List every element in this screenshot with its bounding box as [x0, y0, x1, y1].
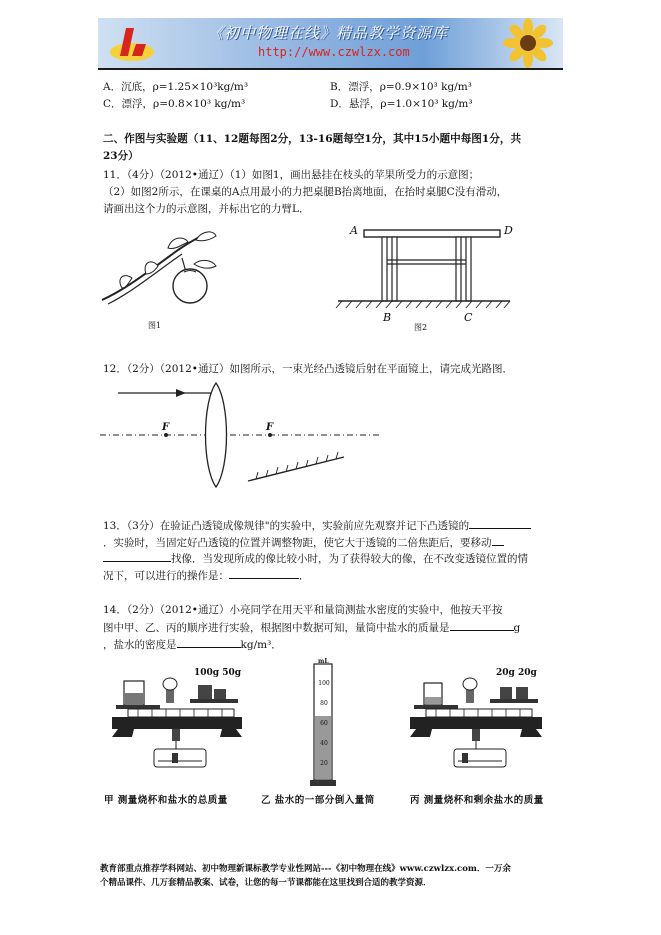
option-b: B．漂浮，ρ=0.9×10³ kg/m³ [330, 81, 472, 93]
cylinder-unit: mL [318, 658, 329, 665]
fig1-label: 图1 [148, 321, 162, 330]
apple-branch-figure [98, 228, 238, 318]
fig2-label: 图2 [414, 323, 428, 332]
q11-line2: （2）如图2所示，在课桌的A点用最小的力把桌腿B抬离地面，在抬时桌腿C没有滑动， [103, 186, 508, 198]
cylinder-tick-80: 80 [320, 700, 328, 707]
q13-line1 [103, 517, 531, 534]
desk-point-b: B [383, 311, 392, 324]
option-d: D．悬浮，ρ=1.0×10³ kg/m³ [330, 98, 473, 110]
q13-blank-2-start[interactable] [492, 534, 504, 546]
header-title: 《初中物理在线》精品教学资源库 [208, 24, 449, 42]
option-c: C．漂浮，ρ=0.8×10³ kg/m³ [103, 98, 246, 110]
weights-jia-label: 100g 50g [194, 668, 242, 678]
footer-line1: 教育部重点推荐学科网站、初中物理新课标教学专业性网站---《初中物理在线》www.czwlzx.com．一万余 [100, 864, 511, 874]
focus-right-label: F [266, 422, 274, 433]
desk-figure [330, 222, 520, 322]
weights-bing-label: 20g 20g [496, 668, 537, 678]
desk-point-d: D [504, 224, 513, 237]
q14-text3: ，盐水的密度是 [103, 639, 177, 651]
q13-blank-3[interactable] [229, 567, 299, 579]
q14-line2 [103, 619, 520, 636]
q14-blank-mass[interactable] [450, 619, 514, 631]
q13-text2: ．实验时，当固定好凸透镜的位置并调整物距，使它大于透镜的二倍焦距后，要移动 [103, 537, 492, 549]
q13-text3: 找像．当发现所成的像比较小时，为了获得较大的像，在不改变透镜位置的情 [171, 553, 528, 565]
q14-line3 [103, 636, 282, 653]
lens-figure [98, 383, 388, 493]
balance-bing-figure [410, 667, 550, 782]
q12-line1: 12．（2分）（2012•通辽）如图所示，一束光经凸透镜后射在平面镜上，请完成光路图． [103, 363, 513, 375]
sunflower-icon [488, 18, 563, 68]
cylinder-tick-20: 20 [320, 760, 328, 767]
q13-line2 [103, 534, 504, 551]
cylinder-tick-40: 40 [320, 740, 328, 747]
desk-point-c: C [464, 311, 473, 324]
header-banner [98, 18, 563, 70]
desk-point-a: A [350, 224, 358, 237]
header-url[interactable]: http://www.czwlzx.com [258, 45, 410, 59]
focus-left-label: F [162, 422, 170, 433]
q13-line4 [103, 567, 310, 584]
q13-text1: 13．（3分）在验证凸透镜成像规律"的实验中，实验前应先观察并记下凸透镜的 [103, 520, 470, 532]
footer-line2: 个精品课件、几万套精品教案、试卷，让您的每一节课都能在这里找到合适的教学资源． [100, 878, 432, 888]
q14-unit-density: kg/m³． [240, 639, 282, 651]
cylinder-tick-60: 60 [320, 720, 328, 727]
cylinder-ticks [317, 674, 331, 774]
q13-blank-1[interactable] [469, 517, 531, 529]
q14-unit-g: g [513, 622, 521, 634]
q13-text4: 况下，可以进行的操作是： [103, 570, 229, 582]
section-heading: 二、作图与实验题（11、12题每图2分，13-16题每空1分，其中15小题中每图1分，共 [103, 133, 522, 145]
option-a: A．沉底，ρ=1.25×10³kg/m³ [103, 81, 249, 93]
q13-line3 [103, 550, 528, 567]
balance-jia-figure [112, 667, 252, 782]
caption-jia: 甲 测量烧杯和盐水的总质量 [104, 795, 228, 806]
caption-yi: 乙 盐水的一部分倒入量筒 [261, 795, 375, 806]
cylinder-tick-100: 100 [318, 680, 330, 687]
section-heading-cont: 23分） [103, 150, 139, 162]
q13-blank-2[interactable] [103, 550, 171, 562]
q13-text4-end: ． [299, 570, 310, 582]
q14-blank-density[interactable] [177, 636, 241, 648]
q14-line1: 14．（2分）（2012•通辽）小亮同学在用天平和量筒测盐水密度的实验中，他按天平按 [103, 604, 503, 616]
caption-bing: 丙 测量烧杯和剩余盐水的质量 [410, 795, 544, 806]
logo-icon [106, 22, 166, 66]
q11-line3: 请画出这个力的示意图，并标出它的力臂L． [103, 203, 310, 215]
q14-text2: 图中甲、乙、丙的顺序进行实验，根据图中数据可知，量筒中盐水的质量是 [103, 622, 450, 634]
q11-line1: 11．（4分）（2012•通辽）（1）如图1，画出悬挂在枝头的苹果所受力的示意图； [103, 169, 480, 181]
